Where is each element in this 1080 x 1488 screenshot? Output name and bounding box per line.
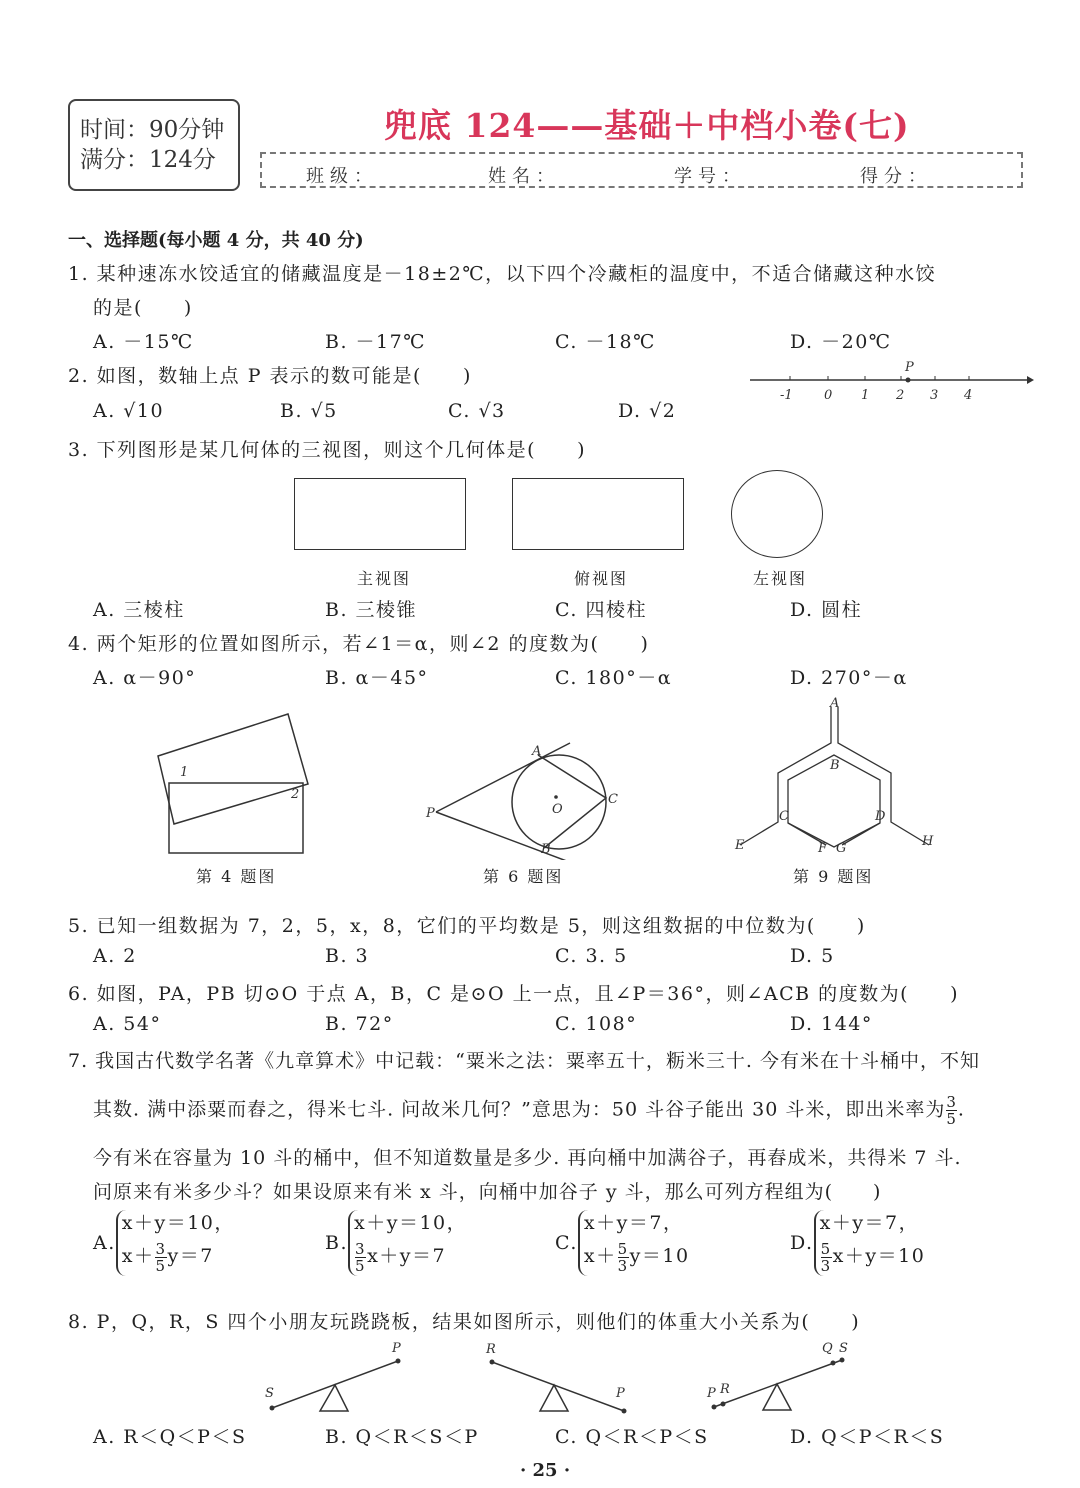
figure-6-caption: 第 6 题图	[483, 867, 564, 886]
option-label: B.	[325, 1232, 349, 1254]
number-line-figure	[745, 355, 1035, 405]
name-field[interactable]: 姓名：	[488, 166, 560, 187]
eq-part: x＋y＝7	[367, 1245, 447, 1267]
equation-2	[354, 1236, 467, 1276]
equation-system	[814, 1210, 926, 1276]
q5-option-c[interactable]: C. 3. 5	[555, 945, 628, 967]
q2-stem: 2. 如图，数轴上点 P 表示的数可能是( )	[68, 365, 472, 387]
fraction	[821, 1241, 832, 1274]
top-view-caption: 俯视图	[574, 569, 629, 588]
numerator: 5	[820, 1239, 832, 1258]
denominator: 5	[155, 1256, 167, 1275]
equation-1: x＋y＝10，	[121, 1212, 235, 1234]
denominator: 5	[355, 1256, 367, 1275]
numerator: 3	[355, 1239, 367, 1258]
fraction	[155, 1241, 166, 1274]
q3-option-b[interactable]: B. 三棱锥	[325, 599, 418, 621]
label-h: H	[922, 834, 934, 849]
side-view-caption: 左视图	[753, 569, 808, 588]
tick-label: 4	[964, 388, 973, 403]
figure-4	[150, 700, 330, 860]
q8-option-a[interactable]: A. R＜Q＜P＜S	[93, 1426, 247, 1448]
point-b-label: B	[541, 842, 551, 857]
denominator: 3	[617, 1256, 629, 1275]
equation-2	[584, 1236, 690, 1276]
fraction	[618, 1241, 629, 1274]
equation-2	[122, 1236, 235, 1276]
q2-option-b[interactable]: B. √5	[280, 400, 338, 422]
point-o-label: O	[552, 802, 563, 817]
q2-option-c[interactable]: C. √3	[448, 400, 506, 422]
q6-option-a[interactable]: A. 54°	[93, 1013, 162, 1035]
q3-option-d[interactable]: D. 圆柱	[790, 599, 863, 621]
q7-stem-1: 7. 我国古代数学名著《九章算术》中记载：“粟米之法：粟率五十，粝米三十. 今有米在十斗桶中，不知	[68, 1050, 980, 1072]
denominator: 5	[946, 1110, 957, 1128]
q5-option-d[interactable]: D. 5	[790, 945, 835, 967]
q6-stem: 6. 如图，PA，PB 切⊙O 于点 A，B，C 是⊙O 上一点，且∠P＝36°，则∠ACB 的度数为( )	[68, 983, 959, 1005]
tick-label: 2	[896, 388, 905, 403]
q1-stem-2: 的是( )	[93, 297, 193, 319]
equation-1: x＋y＝10，	[354, 1212, 468, 1234]
class-field[interactable]: 班级：	[306, 166, 378, 187]
q6-option-b[interactable]: B. 72°	[325, 1013, 394, 1035]
tick-label: 0	[824, 388, 833, 403]
full-score: 满分：124分	[80, 147, 216, 173]
q5-stem: 5. 已知一组数据为 7，2，5，x，8，它们的平均数是 5，则这组数据的中位数为( )	[68, 915, 866, 937]
numerator: 3	[946, 1093, 957, 1111]
label-a: A	[830, 696, 840, 711]
time-score-box	[68, 99, 240, 191]
label-d: D	[875, 809, 886, 824]
q2-option-a[interactable]: A. √10	[93, 400, 165, 422]
student-info-fields	[260, 152, 1023, 188]
score-field[interactable]: 得分：	[860, 166, 932, 187]
tick-label: 3	[930, 388, 939, 403]
q1-option-a[interactable]: A. －15℃	[93, 331, 194, 353]
q8-option-d[interactable]: D. Q＜P＜R＜S	[790, 1426, 945, 1448]
eq-part: x＋y＝10	[832, 1245, 926, 1267]
angle-2-label: 2	[291, 787, 300, 802]
figure-9	[730, 695, 940, 855]
point-a-label: A	[532, 744, 542, 759]
q5-option-a[interactable]: A. 2	[93, 945, 137, 967]
option-label: C.	[555, 1232, 578, 1254]
label-c: C	[779, 809, 789, 824]
seesaw-label: S	[839, 1341, 848, 1356]
seesaw-label: R	[720, 1382, 730, 1397]
q1-option-c[interactable]: C. －18℃	[555, 331, 656, 353]
equation-system	[116, 1210, 235, 1276]
q7-option-d[interactable]	[790, 1210, 925, 1276]
label-b: B	[830, 758, 840, 773]
q3-option-c[interactable]: C. 四棱柱	[555, 599, 647, 621]
q6-option-d[interactable]: D. 144°	[790, 1013, 873, 1035]
q3-stem: 3. 下列图形是某几何体的三视图，则这个几何体是( )	[68, 439, 586, 461]
equation-1: x＋y＝7，	[819, 1212, 920, 1234]
page-title: 兜底 124——基础＋中档小卷(七)	[384, 106, 910, 145]
label-e: E	[735, 838, 745, 853]
q7-stem-2: 其数. 满中添粟而舂之，得米七斗. 问故米几何？”意思为：50 斗谷子能出 30 斗米，即出米率为 $\frac{3}{5}$ .	[93, 1093, 965, 1128]
numerator: 3	[155, 1239, 167, 1258]
q3-option-a[interactable]: A. 三棱柱	[93, 599, 185, 621]
q6-option-c[interactable]: C. 108°	[555, 1013, 638, 1035]
page-number: · 25 ·	[520, 1460, 571, 1481]
q8-option-c[interactable]: C. Q＜R＜P＜S	[555, 1426, 709, 1448]
q7-option-b[interactable]	[325, 1210, 467, 1276]
q4-stem: 4. 两个矩形的位置如图所示，若∠1＝α，则∠2 的度数为( )	[68, 633, 650, 655]
seesaw-label: P	[616, 1386, 625, 1401]
q2-option-d[interactable]: D. √2	[618, 400, 677, 422]
q4-option-d[interactable]: D. 270°－α	[790, 667, 908, 689]
label-f: F	[818, 841, 828, 855]
q1-option-d[interactable]: D. －20℃	[790, 331, 892, 353]
q1-option-b[interactable]: B. －17℃	[325, 331, 426, 353]
point-p-label: P	[905, 360, 914, 375]
q8-option-b[interactable]: B. Q＜R＜S＜P	[325, 1426, 479, 1448]
equation-2	[820, 1236, 926, 1276]
time-limit: 时间：90分钟	[80, 117, 225, 143]
section-heading: 一、选择题(每小题 4 分，共 40 分)	[68, 230, 364, 251]
q7-stem-4: 问原来有米多少斗？如果设原来有米 x 斗，向桶中加谷子 y 斗，那么可列方程组为( )	[93, 1181, 882, 1203]
option-label: D.	[790, 1232, 814, 1254]
front-view-caption: 主视图	[357, 569, 412, 588]
seesaw-label: P	[707, 1386, 716, 1401]
seesaw-label: P	[392, 1341, 401, 1356]
q4-option-c[interactable]: C. 180°－α	[555, 667, 673, 689]
label-g: G	[836, 841, 847, 855]
eq-part: y＝7	[167, 1245, 214, 1267]
top-view-rect	[512, 478, 684, 550]
equation-system	[578, 1210, 690, 1276]
eq-part: x＋	[121, 1245, 155, 1267]
q4-option-b[interactable]: B. α－45°	[325, 667, 429, 689]
figure-4-caption: 第 4 题图	[196, 867, 277, 886]
q7-option-c[interactable]	[555, 1210, 690, 1276]
q8-stem: 8. P，Q，R，S 四个小朋友玩跷跷板，结果如图所示，则他们的体重大小关系为( )	[68, 1311, 861, 1333]
student-id-field[interactable]: 学号：	[674, 166, 746, 187]
angle-1-label: 1	[180, 765, 189, 780]
seesaw-label: Q	[822, 1341, 833, 1356]
denominator: 3	[820, 1256, 832, 1275]
fraction	[355, 1241, 366, 1274]
point-p-label: P	[426, 806, 435, 821]
equation-system	[348, 1210, 467, 1276]
eq-part: y＝10	[629, 1245, 690, 1267]
point-c-label: C	[608, 792, 618, 807]
seesaw-label: R	[486, 1342, 496, 1357]
q7-option-a[interactable]	[93, 1210, 235, 1276]
figure-6	[420, 735, 630, 860]
numerator: 5	[617, 1239, 629, 1258]
option-label: A.	[93, 1232, 116, 1254]
q7-stem-2-text: 其数. 满中添粟而舂之，得米七斗. 问故米几何？”意思为：50 斗谷子能出 30 斗米，即出米率为	[93, 1098, 946, 1121]
seesaw-label: S	[265, 1386, 274, 1401]
q5-option-b[interactable]: B. 3	[325, 945, 370, 967]
eq-part: x＋	[583, 1245, 617, 1267]
front-view-rect	[294, 478, 466, 550]
fraction	[946, 1094, 957, 1127]
seesaw-figures	[250, 1335, 950, 1415]
q1-stem: 1. 某种速冻水饺适宜的储藏温度是－18±2℃，以下四个冷藏柜的温度中，不适合储藏这种水饺	[68, 263, 937, 285]
q7-stem-3: 今有米在容量为 10 斗的桶中，但不知道数量是多少. 再向桶中加满谷子，再舂成米，共得米 7 斗.	[93, 1147, 962, 1169]
q4-option-a[interactable]: A. α－90°	[93, 667, 197, 689]
side-view-circle	[731, 470, 823, 558]
equation-1: x＋y＝7，	[583, 1212, 684, 1234]
tick-label: -1	[780, 388, 793, 403]
figure-9-caption: 第 9 题图	[793, 867, 874, 886]
tick-label: 1	[861, 388, 870, 403]
